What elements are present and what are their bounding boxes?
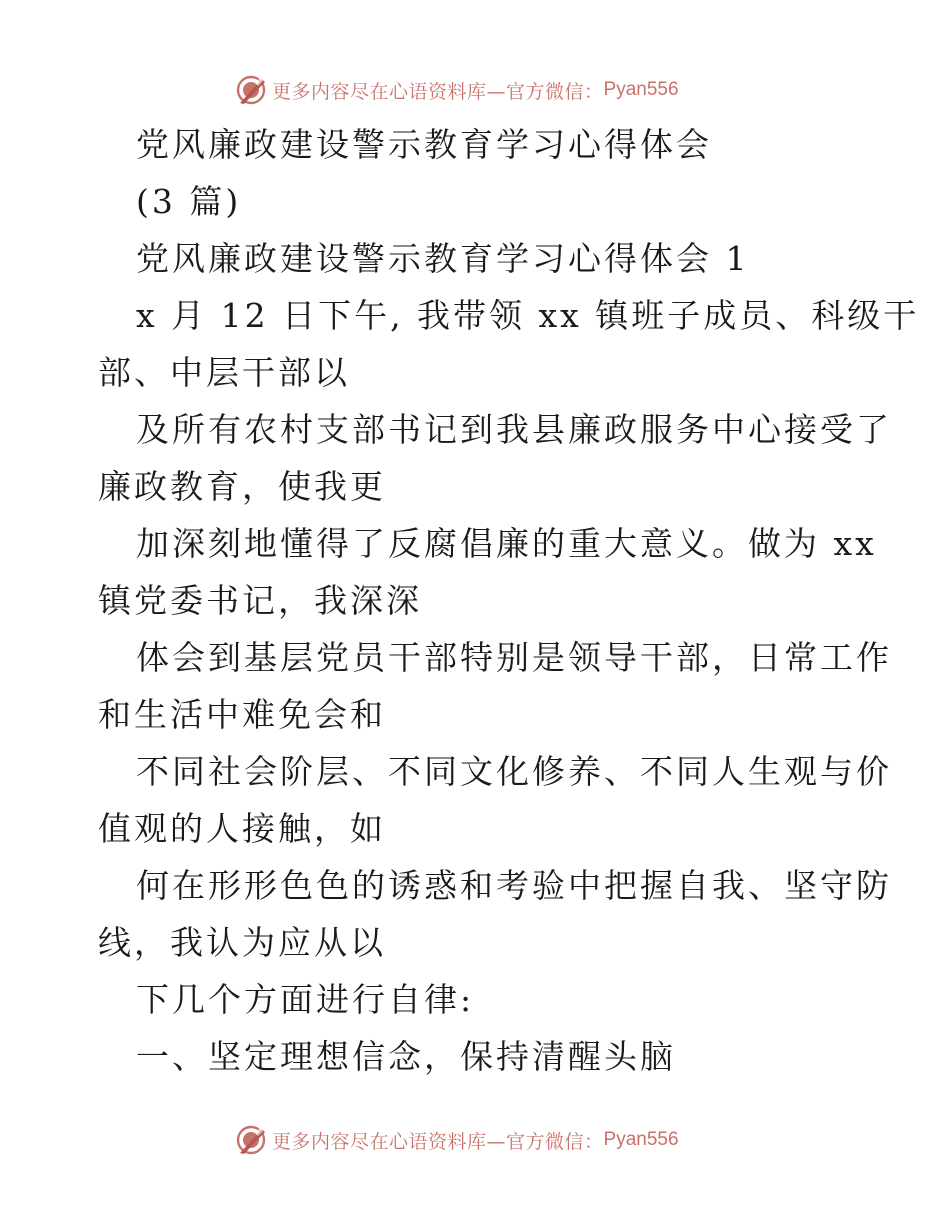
document-body <box>98 122 920 1091</box>
document-title: 党风廉政建设警示教育学习心得体会 <box>136 125 712 164</box>
paragraph-lines <box>98 293 920 1091</box>
watermark-text: 更多内容尽在心语资料库—官方微信： <box>272 80 604 103</box>
text-line: 加深刻地懂得了反腐倡廉的重大意义。做为 xx <box>136 524 877 563</box>
section-title: 党风廉政建设警示教育学习心得体会 1 <box>136 239 750 278</box>
quill-pen-logo-icon <box>234 73 268 107</box>
watermark-wechat-id: Pyan556 <box>603 1129 679 1150</box>
header-watermark <box>234 73 679 107</box>
text-line: 值观的人接触，如 <box>98 809 386 848</box>
text-line: 一、坚定理想信念，保持清醒头脑 <box>136 1037 676 1076</box>
text-line: 和生活中难免会和 <box>98 695 386 734</box>
text-line: x 月 12 日下午, 我带领 xx 镇班子成员、科级干 <box>136 296 920 335</box>
text-line: 及所有农村支部书记到我县廉政服务中心接受了 <box>136 410 892 449</box>
text-line: 廉政教育，使我更 <box>98 467 386 506</box>
quill-pen-logo-icon <box>234 1123 268 1157</box>
text-line: 何在形形色色的诱惑和考验中把握自我、坚守防 <box>136 866 892 905</box>
text-line: 下几个方面进行自律: <box>136 980 475 1019</box>
watermark-text: 更多内容尽在心语资料库—官方微信： <box>272 1130 604 1153</box>
text-line: 体会到基层党员干部特别是领导干部，日常工作 <box>136 638 892 677</box>
document-count: (3 篇) <box>136 182 242 221</box>
footer-watermark <box>234 1123 679 1157</box>
watermark-wechat-id: Pyan556 <box>603 79 679 100</box>
text-line: 部、中层干部以 <box>98 353 350 392</box>
text-line: 线，我认为应从以 <box>98 923 386 962</box>
text-line: 镇党委书记，我深深 <box>98 581 422 620</box>
text-line: 不同社会阶层、不同文化修养、不同人生观与价 <box>136 752 892 791</box>
